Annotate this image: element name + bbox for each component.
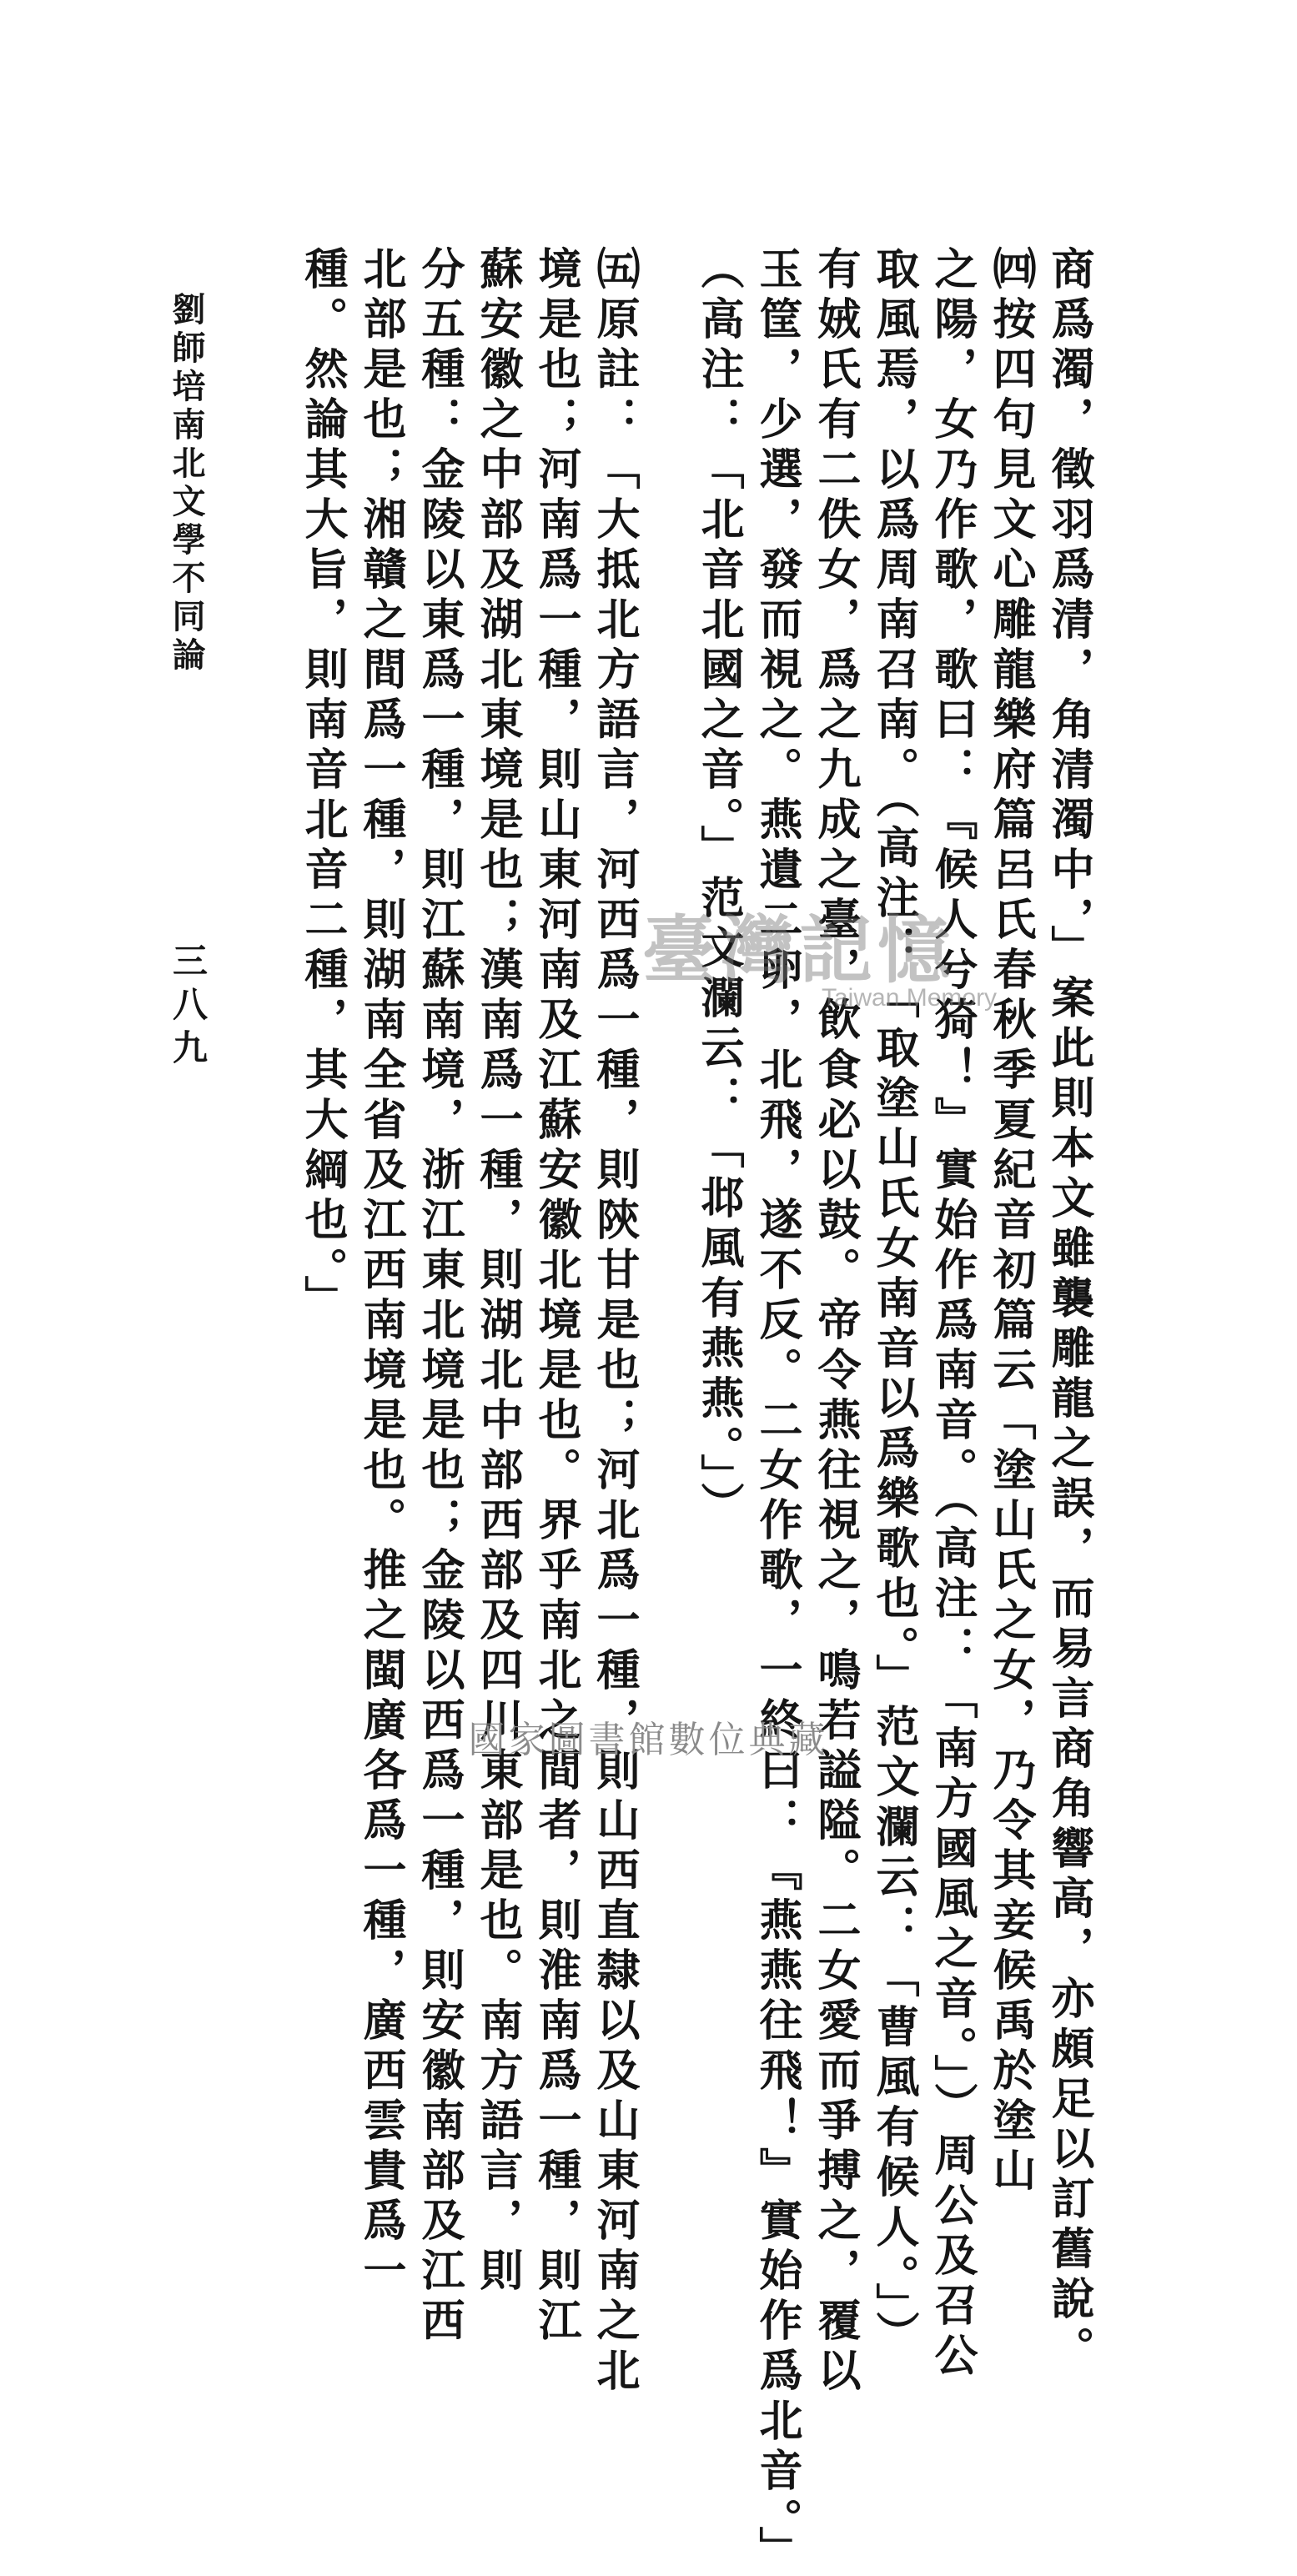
text-column-12: 北部是也；湘贛之間爲一種，則湖南全省及江西南境是也。推之閩廣各爲一種，廣西雲貴爲一 bbox=[355, 246, 406, 2297]
library-footer: 國家圖書館數位典藏 bbox=[468, 1719, 829, 1761]
watermark-subtitle: Taiwan Memory bbox=[822, 984, 998, 1012]
text-column-6: 玉筐，少選，發而視之。燕遺二卵，北飛，遂不反。二女作歌，一終曰：『燕燕往飛！』實始作爲北音。」 bbox=[752, 246, 802, 2576]
running-header: 劉師培南北文學不同論 bbox=[167, 292, 206, 675]
text-column-8: ㈤原註：「大抵北方語言，河西爲一種，則陝甘是也；河北爲一種，則山西直隸以及山東河南之北 bbox=[589, 246, 640, 2398]
text-column-5: 有娀氏有二佚女，爲之九成之臺，飲食必以鼓。帝令燕往視之，鳴若謚隘。二女愛而爭搏之，覆以 bbox=[810, 246, 861, 2398]
text-column-4: 取風焉，以爲周南召南。（高注：「取塗山氏女南音以爲樂歌也。」范文瀾云：「曹風有候人。」） bbox=[868, 246, 919, 2361]
text-column-2: ㈣按四句見文心雕龍樂府篇呂氏春秋季夏紀音初篇云「塗山氏之女，乃令其妾候禹於塗山 bbox=[985, 246, 1036, 2197]
text-column-13: 種。然論其大旨，則南音北音二種，其大綱也。」 bbox=[297, 246, 348, 1325]
watermark-logo: 臺灣記憶 bbox=[642, 906, 957, 993]
text-column-9: 境是也；河南爲一種，則山東河南及江蘇安徽北境是也。界乎南北之間者，則淮南爲一種，則江 bbox=[530, 246, 581, 2348]
text-column-1: 商爲濁，徵羽爲清，角清濁中，」案此則本文雖襲雕龍之誤，而易言商角響高，亦頗足以訂舊說。 bbox=[1043, 246, 1094, 2376]
page-number: 三八九 bbox=[168, 942, 209, 1072]
text-column-3: 之陽，女乃作歌，歌曰：『候人兮猗！』實始作爲南音。（高注：「南方國風之音。」）周公及召公 bbox=[927, 246, 978, 2383]
text-column-10: 蘇安徽之中部及湖北東境是也；漢南爲一種，則湖北中部西部及四川東部是也。南方語言，則 bbox=[472, 246, 523, 2297]
text-column-7: （高注：「北音北國之音。」范文瀾云：「邶風有燕燕。」） bbox=[693, 246, 744, 1532]
text-column-11: 分五種：金陵以東爲一種，則江蘇南境，浙江東北境是也；金陵以西爲一種，則安徽南部及江西 bbox=[414, 246, 465, 2348]
